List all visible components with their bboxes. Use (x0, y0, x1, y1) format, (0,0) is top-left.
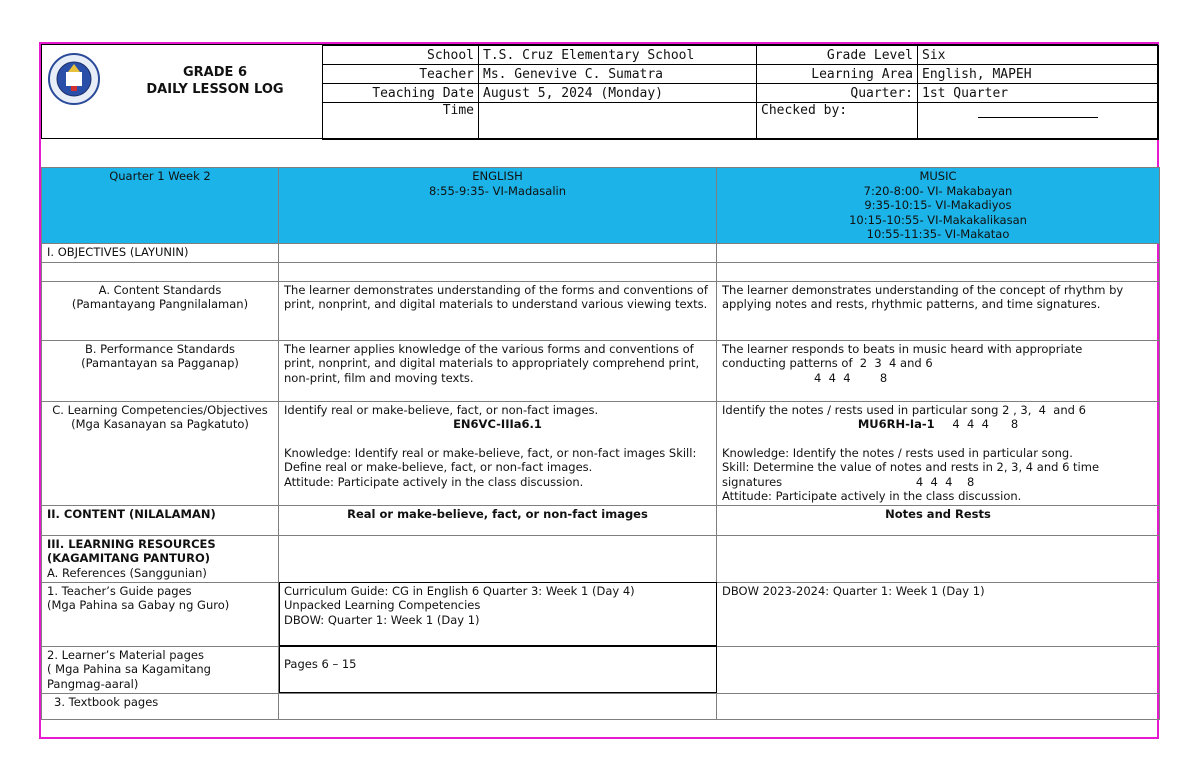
performance-music-numbers: 4 4 4 8 (814, 370, 888, 385)
teachers-guide-music: DBOW 2023-2024: Quarter 1: Week 1 (Day 1) (717, 582, 1160, 646)
competencies-row (42, 401, 1160, 505)
content-standards-english: The learner demonstrates understanding of the forms and conventions of print, nonprint, and digital materials to understand various viewing texts. (279, 281, 717, 340)
grade-level-value: Six (918, 46, 1159, 65)
competency-music-code-line (722, 417, 1154, 432)
teachers-guide-english-line: DBOW: Quarter 1: Week 1 (Day 1) (284, 612, 480, 627)
objectives-row (42, 243, 1160, 262)
performance-standards-subtitle: (Pamantayan sa Pagganap) (81, 356, 239, 370)
competency-english-code: EN6VC-IIIa6.1 (453, 417, 542, 431)
teachers-guide-row (42, 582, 1160, 646)
competency-music-signatures (722, 475, 1154, 490)
references-label: A. References (Sanggunian) (47, 565, 207, 580)
learners-material-english-pages: Pages 6 – 15 (284, 656, 357, 671)
teachers-guide-english-line: Unpacked Learning Competencies (284, 598, 481, 612)
performance-music-line: The learner responds to beats in music heard with appropriate (722, 341, 1083, 356)
competency-music-text: Identify the notes / rests used in particular song 2 , 3, 4 and 6 (722, 402, 1086, 417)
column-header-row (42, 168, 1160, 244)
header-info-table (322, 45, 1159, 140)
content-row (42, 505, 1160, 535)
competency-music-signatures-label: signatures (722, 474, 783, 489)
grade-level-label: Grade Level (757, 46, 918, 65)
performance-standards-music (717, 340, 1160, 401)
quarter-value: 1st Quarter (918, 84, 1159, 103)
learners-material-title: 2. Learner’s Material pages (47, 647, 204, 662)
teachers-guide-english (279, 582, 717, 646)
content-standards-subtitle: (Pamantayang Pangnilalaman) (71, 297, 249, 311)
content-standards-label (42, 281, 279, 340)
learning-resources-subtitle: (KAGAMITANG PANTURO) (47, 551, 211, 565)
teachers-guide-english-line: Curriculum Guide: CG in English 6 Quarter 3: Week 1 (Day 4) (284, 583, 635, 598)
music-time: 7:20-8:00- VI- Makabayan (863, 183, 1013, 198)
content-english: Real or make-believe, fact, or non-fact images (279, 505, 717, 535)
competency-music-code-numbers: 4 4 4 8 (952, 417, 1019, 431)
learning-resources-label (42, 535, 279, 582)
music-time: 10:15-10:55- VI-Makakalikasan (849, 212, 1027, 227)
teacher-label: Teacher (323, 65, 479, 84)
content-music: Notes and Rests (717, 505, 1160, 535)
checked-by-label: Checked by: (757, 103, 918, 140)
learners-material-row (42, 646, 1160, 693)
checked-by-signature-line (918, 103, 1159, 140)
school-value: T.S. Cruz Elementary School (479, 46, 757, 65)
music-time: 10:55-11:35- VI-Makatao (866, 227, 1010, 241)
english-title: ENGLISH (472, 169, 523, 183)
teaching-date-label: Teaching Date (323, 84, 479, 103)
music-header (717, 168, 1160, 244)
performance-standards-english: The learner applies knowledge of the various forms and conventions of print, nonprint, and digital materials to appropriately comprehend print, non-print, film and moving texts. (279, 340, 717, 401)
quarter-label: Quarter: (757, 84, 918, 103)
competency-english-attitude: Attitude: Participate actively in the class discussion. (284, 474, 584, 489)
teacher-value: Ms. Genevive C. Sumatra (479, 65, 757, 84)
teachers-guide-title: 1. Teacher’s Guide pages (47, 583, 192, 598)
competency-music-attitude: Attitude: Participate actively in the class discussion. (722, 489, 1022, 503)
competency-english-text: Identify real or make-believe, fact, or non-fact images. (284, 402, 599, 417)
performance-music-line: conducting patterns of 2 3 4 and 6 (722, 356, 933, 370)
competency-music-knowledge: Knowledge: Identify the notes / rests used in particular song. (722, 445, 1073, 460)
teachers-guide-label (42, 582, 279, 646)
teaching-date-value: August 5, 2024 (Monday) (479, 84, 757, 103)
performance-standards-row (42, 340, 1160, 401)
learning-resources-row (42, 535, 1160, 582)
competency-english-knowledge: Knowledge: Identify real or make-believe, fact, or non-fact images Skill: Define real or make-believe, fact, or non-fact images. (284, 445, 697, 474)
content-standards-title: A. Content Standards (98, 282, 222, 297)
competencies-music (717, 401, 1160, 505)
spacer-row (42, 262, 1160, 281)
lesson-log-table (41, 167, 1160, 720)
textbook-label: 3. Textbook pages (42, 693, 279, 719)
competencies-subtitle: (Mga Kasanayan sa Pagkatuto) (71, 417, 249, 431)
competencies-english (279, 401, 717, 505)
english-time: 8:55-9:35- VI-Madasalin (428, 183, 567, 198)
deped-seal-logo (47, 52, 101, 106)
competency-music-signatures-numbers: 4 4 4 8 (915, 474, 975, 489)
competency-music-skill: Skill: Determine the value of notes and rests in 2, 3, 4 and 6 time (722, 460, 1100, 474)
english-header (279, 168, 717, 244)
teachers-guide-subtitle: (Mga Pahina sa Gabay ng Guro) (47, 598, 230, 612)
content-heading: II. CONTENT (NILALAMAN) (42, 505, 279, 535)
learners-material-subtitle: ( Mga Pahina sa Kagamitang (47, 662, 211, 676)
document-title (120, 64, 310, 98)
week-header: Quarter 1 Week 2 (42, 168, 279, 244)
content-standards-row (42, 281, 1160, 340)
competencies-title: C. Learning Competencies/Objectives (52, 402, 268, 417)
performance-standards-label (42, 340, 279, 401)
objectives-heading: I. OBJECTIVES (LAYUNIN) (42, 243, 279, 262)
learning-resources-title: III. LEARNING RESOURCES (47, 536, 216, 551)
school-label: School (323, 46, 479, 65)
log-heading: DAILY LESSON LOG (146, 82, 284, 97)
competency-music-code: MU6RH-Ia-1 (857, 417, 935, 431)
music-time: 9:35-10:15- VI-Makadiyos (864, 198, 1012, 212)
grade-heading: GRADE 6 (183, 65, 247, 80)
learning-area-label: Learning Area (757, 65, 918, 84)
learners-material-label (42, 646, 279, 693)
music-title: MUSIC (919, 169, 957, 183)
learners-material-subtitle: Pangmag-aaral) (47, 676, 139, 691)
performance-standards-title: B. Performance Standards (84, 341, 236, 356)
time-label: Time (323, 103, 479, 140)
learners-material-english (279, 646, 717, 693)
competencies-label (42, 401, 279, 505)
content-standards-music: The learner demonstrates understanding of the concept of rhythm by applying notes and rests, rhythmic patterns, and time signatures. (717, 281, 1160, 340)
learning-area-value: English, MAPEH (918, 65, 1159, 84)
time-value (479, 103, 757, 140)
textbook-row (42, 693, 1160, 719)
